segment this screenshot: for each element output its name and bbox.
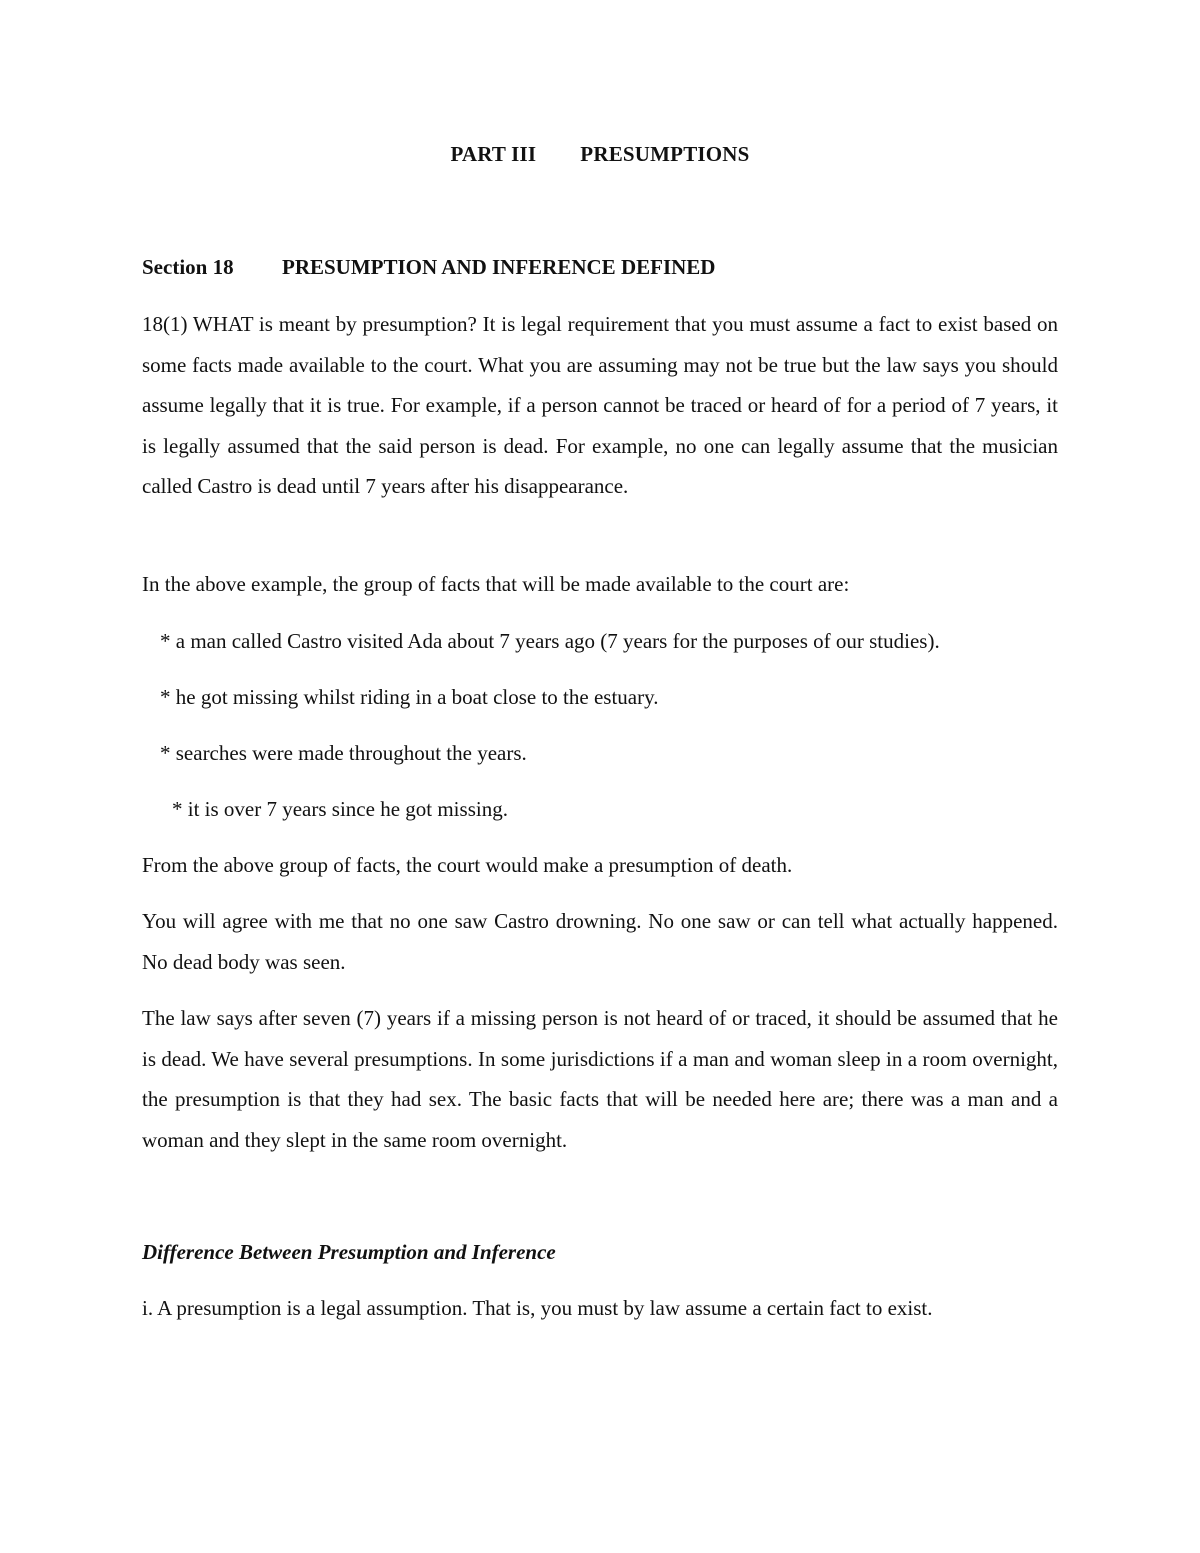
paragraph-no-witness: You will agree with me that no one saw Castro drowning. No one saw or can tell what actually happened. No dead body was seen.	[142, 909, 1058, 974]
paragraph-definition: 18(1) WHAT is meant by presumption? It is legal requirement that you must assume a fact to exist based on some facts made available to the court. What you are assuming may not be true but the law says you should assume legally that it is true. For example, if a person cannot be traced or heard of for a period of 7 years, it is legally assumed that the said person is dead. For example, no one can legally assume that the musician called Castro is dead until 7 years after his disappearance.	[142, 312, 1058, 498]
section-heading	[142, 255, 715, 280]
fact-item: * searches were made throughout the years.	[160, 741, 527, 765]
part-title: PRESUMPTIONS	[580, 142, 750, 166]
part-heading	[0, 142, 1200, 167]
paragraph-facts-intro: In the above example, the group of facts that will be made available to the court are:	[142, 572, 850, 596]
section-title: PRESUMPTION AND INFERENCE DEFINED	[282, 255, 716, 279]
part-label: PART III	[450, 142, 537, 166]
fact-item: * he got missing whilst riding in a boat close to the estuary.	[160, 685, 659, 709]
section-label: Section 18	[142, 255, 234, 279]
point-i: i. A presumption is a legal assumption. That is, you must by law assume a certain fact to exist.	[142, 1296, 933, 1320]
fact-item: * a man called Castro visited Ada about 7 years ago (7 years for the purposes of our studies).	[160, 629, 940, 653]
paragraph-presumption-of-death: From the above group of facts, the court would make a presumption of death.	[142, 853, 793, 877]
fact-item: * it is over 7 years since he got missing.	[172, 797, 508, 821]
paragraph-law-says: The law says after seven (7) years if a missing person is not heard of or traced, it should be assumed that he is dead. We have several presumptions. In some jurisdictions if a man and woman sleep in a room overnight, the presumption is that they had sex. The basic facts that will be needed here are; there was a man and a woman and they slept in the same room overnight.	[142, 1006, 1058, 1152]
subheading-difference: Difference Between Presumption and Inference	[142, 1240, 556, 1264]
